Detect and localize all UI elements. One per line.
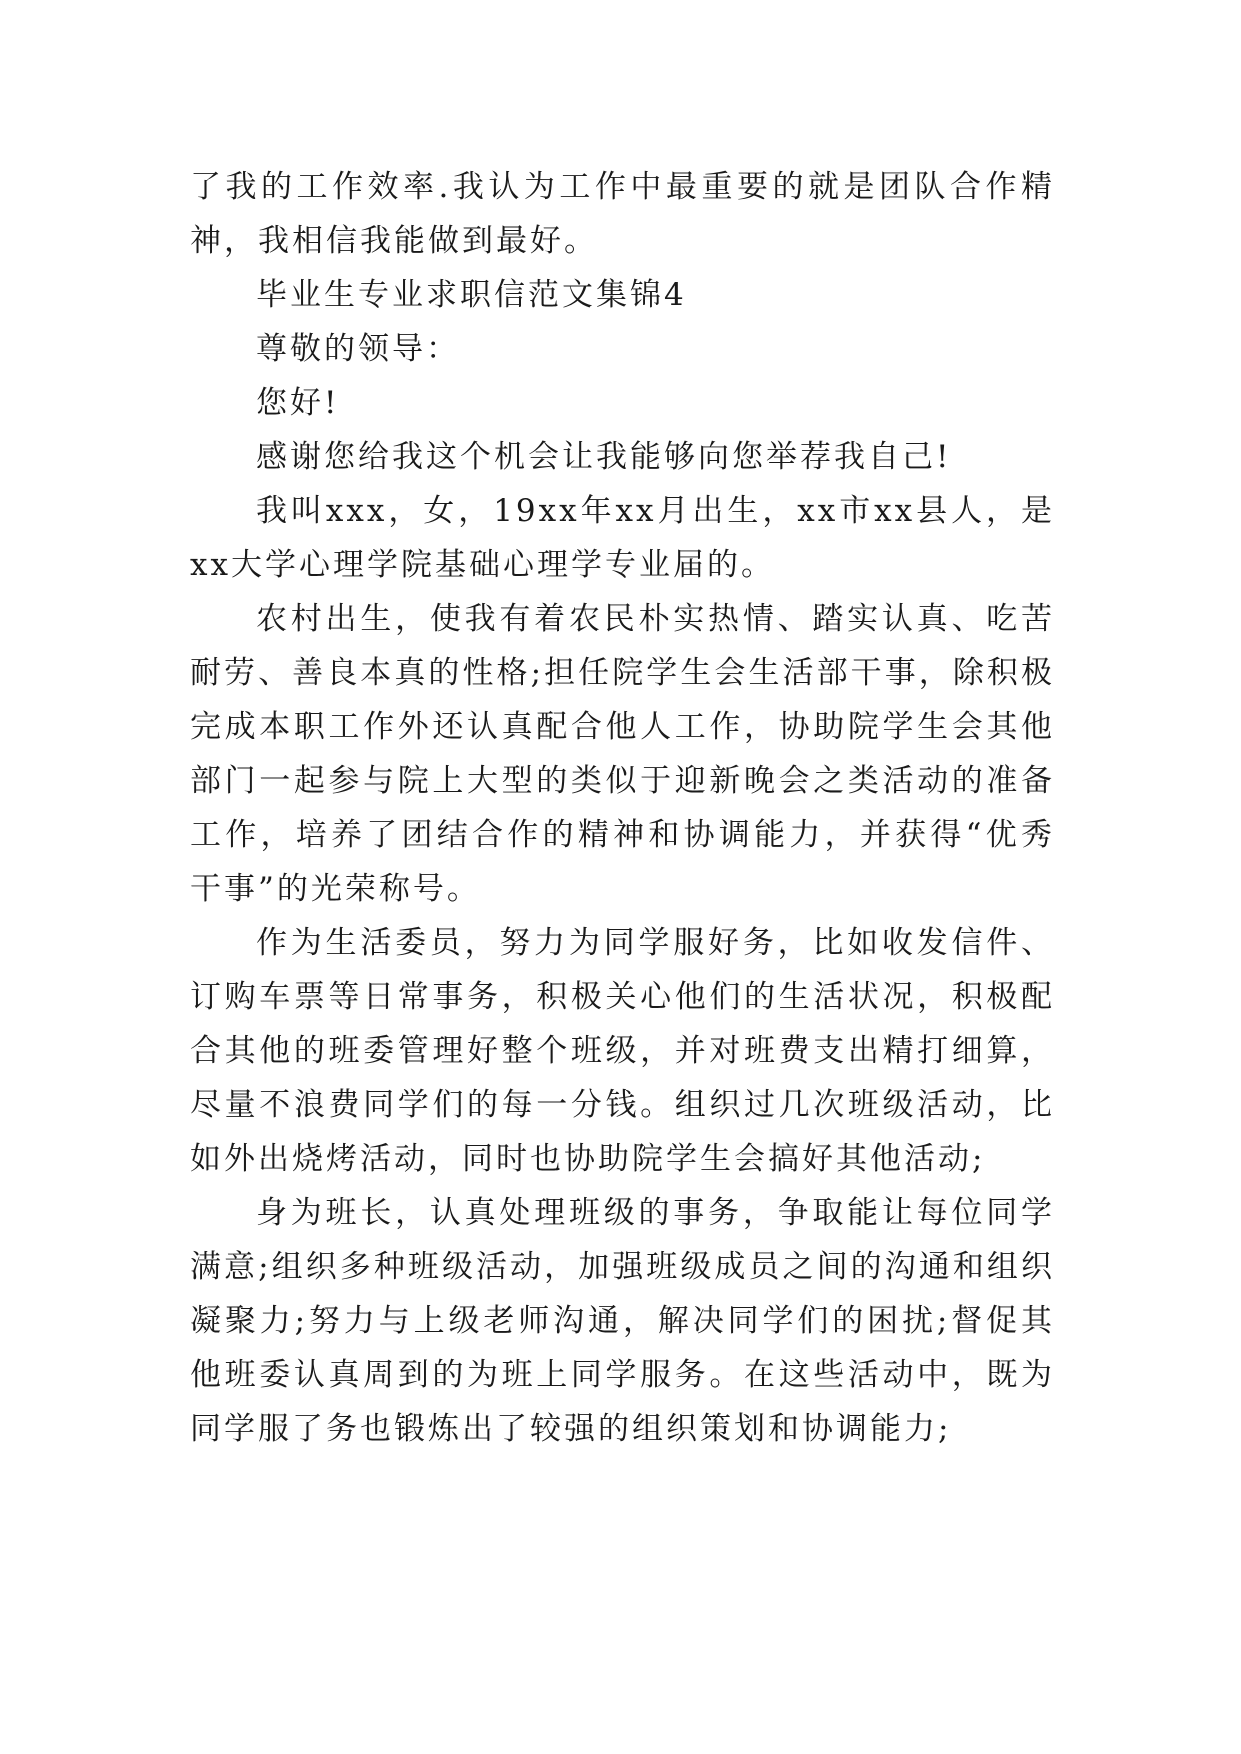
paragraph-thanks: 感谢您给我这个机会让我能够向您举荐我自己! [256, 439, 952, 475]
paragraph-life-committee: 作为生活委员，努力为同学服好务，比如收发信件、订购车票等日常事务，积极关心他们的生活状况，积极配合其他的班委管理好整个班级，并对班费支出精打细算，尽量不浪费同学们的每一分钱。组织过几次班级活动，比如外出烧烤活动，同时也协助院学生会搞好其他活动; [190, 925, 1055, 1177]
paragraph-introduction: 我叫xxx，女，19xx年xx月出生，xx市xx县人，是xx大学心理学院基础心理学专业届的。 [190, 493, 1055, 583]
paragraph-class-monitor: 身为班长，认真处理班级的事务，争取能让每位同学满意;组织多种班级活动，加强班级成员之间的沟通和组织凝聚力;努力与上级老师沟通，解决同学们的困扰;督促其他班委认真周到的为班上同学服务。在这些活动中，既为同学服了务也锻炼出了较强的组织策划和协调能力; [190, 1195, 1055, 1447]
paragraph-background: 农村出生，使我有着农民朴实热情、踏实认真、吃苦耐劳、善良本真的性格;担任院学生会生活部干事，除积极完成本职工作外还认真配合他人工作，协助院学生会其他部门一起参与院上大型的类似于迎新晚会之类活动的准备工作，培养了团结合作的精神和协调能力，并获得“优秀干事”的光荣称号。 [190, 601, 1055, 907]
paragraph-1: 了我的工作效率.我认为工作中最重要的就是团队合作精神，我相信我能做到最好。 [190, 169, 1055, 259]
salutation: 尊敬的领导： [256, 331, 460, 367]
greeting: 您好! [256, 385, 340, 421]
document-body [190, 160, 1055, 1456]
section-title: 毕业生专业求职信范文集锦4 [256, 277, 687, 313]
